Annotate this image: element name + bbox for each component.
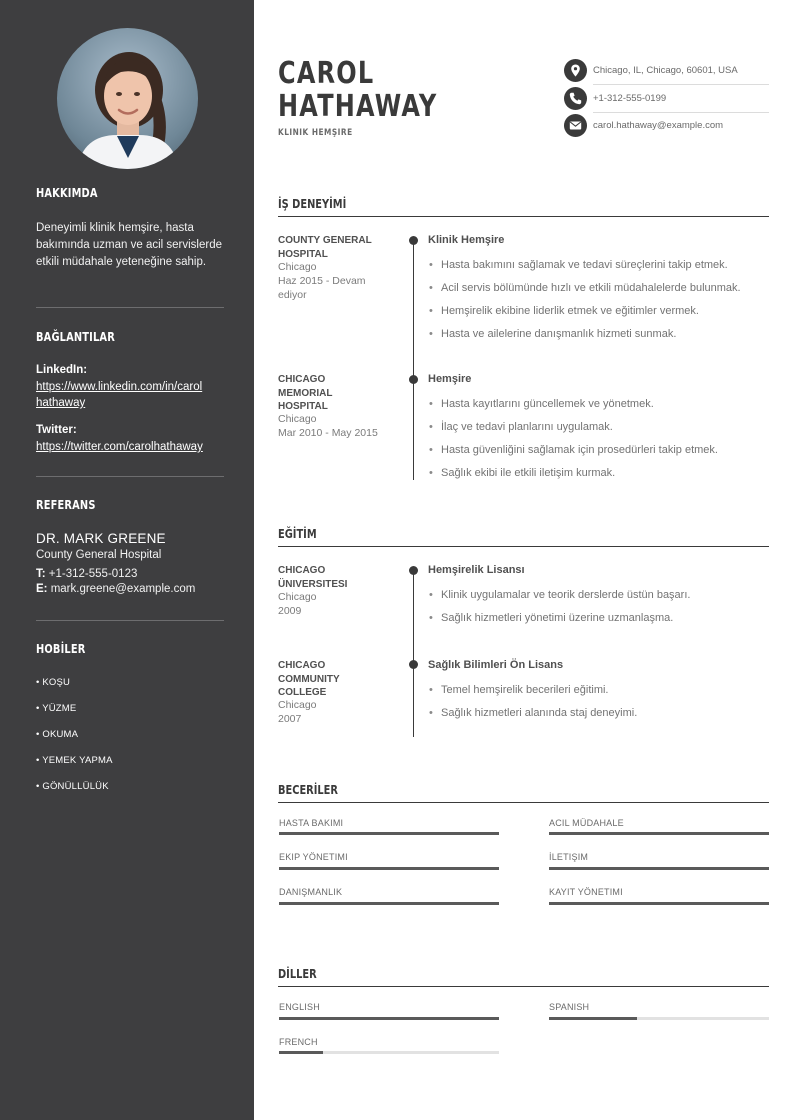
profile-photo-illustration [57,28,198,169]
reference-phone [36,568,137,580]
contact-divider [593,84,769,85]
skill-bar [549,867,769,870]
skill-bar-fill [279,832,499,835]
job-bullet: • İlaç ve tedavi planlarını uygulamak. [429,421,613,433]
experience-timeline [413,240,414,480]
experience-rule [278,216,769,217]
contact-email [564,114,769,138]
hobby-item: • YEMEK YAPMA [36,755,113,766]
edu-location: Chicago [278,699,317,711]
timeline-dot [409,236,418,245]
skill-label: HASTA BAKIMI [279,818,344,828]
skill-bar-fill [279,902,499,905]
skill-label: DANIŞMANLIK [279,887,343,897]
reference-phone-value: +1-312-555-0123 [48,568,138,580]
job-location: Chicago [278,413,317,425]
skill-label: EKIP YÖNETIMI [279,852,348,862]
twitter-label: Twitter: [36,424,77,436]
edu-degree: Sağlık Bilimleri Ön Lisans [428,659,564,671]
job-title: Hemşire [428,373,472,385]
linkedin-label: LinkedIn: [36,364,88,376]
job-bullet: • Hasta bakımını sağlamak ve tedavi süreçlerini takip etmek. [429,259,728,271]
job-bullet: • Hasta güvenliğini sağlamak için prosedürleri takip etmek. [429,444,718,456]
contact-address [564,59,769,83]
languages-rule [278,986,769,987]
phone-icon [564,87,587,110]
timeline-dot [409,375,418,384]
timeline-dot [409,660,418,669]
hobby-item: • YÜZME [36,703,77,714]
timeline-dot [409,566,418,575]
reference-org: County General Hospital [36,549,162,561]
job-bullet: • Sağlık ekibi ile etkili iletişim kurmak. [429,467,615,479]
about-heading: HAKKIMDA [36,186,98,200]
reference-phone-label: T: [36,568,46,580]
job-bullet: • Acil servis bölümünde hızlı ve etkili müdahalelerde bulunmak. [429,282,741,294]
hobby-item: • KOŞU [36,677,71,688]
job-dates: Mar 2010 - May 2015 [278,427,378,439]
skill-label: KAYIT YÖNETIMI [549,887,623,897]
language-bar [549,1017,769,1020]
contact-address-text: Chicago, IL, Chicago, 60601, USA [593,65,738,76]
hobby-item: • OKUMA [36,729,79,740]
skill-bar-fill [279,867,499,870]
hobby-item: • GÖNÜLLÜLÜK [36,781,109,792]
job-org: COUNTY GENERAL HOSPITAL [278,235,372,260]
links-heading: BAĞLANTILAR [36,330,115,344]
job-bullet: • Hasta ve ailelerine danışmanlık hizmeti sunmak. [429,328,676,340]
linkedin-link-line1[interactable]: https://www.linkedin.com/in/carol [36,381,203,393]
job-org: CHICAGO MEMORIAL HOSPITAL [278,374,333,412]
skill-label: İLETIŞIM [549,852,589,862]
last-name: HATHAWAY [278,89,438,124]
education-heading: EĞİTİM [278,527,317,541]
job-dates: Haz 2015 - Devam ediyor [278,275,366,301]
skills-rule [278,802,769,803]
skill-bar [279,867,499,870]
experience-heading: İŞ DENEYİMİ [278,197,347,211]
edu-bullet: • Temel hemşirelik becerileri eğitimi. [429,684,609,696]
education-timeline [413,569,414,737]
edu-degree: Hemşirelik Lisansı [428,564,525,576]
skill-bar [279,832,499,835]
edu-bullet: • Klinik uygulamalar ve teorik derslerde üstün başarı. [429,589,690,601]
first-name: CAROL [278,56,375,91]
job-title: Klinik Hemşire [428,234,505,246]
sidebar-divider [36,476,224,477]
contact-phone-text: +1-312-555-0199 [593,93,667,104]
education-rule [278,546,769,547]
language-label: SPANISH [549,1002,590,1012]
edu-bullet: • Sağlık hizmetleri alanında staj deneyimi. [429,707,637,719]
edu-bullet: • Sağlık hizmetleri yönetimi üzerine uzmanlaşma. [429,612,673,624]
contact-email-text: carol.hathaway@example.com [593,120,724,131]
job-bullet: • Hasta kayıtlarını güncellemek ve yönetmek. [429,398,654,410]
language-bar-fill [279,1017,499,1020]
sidebar-divider [36,620,224,621]
language-bar [279,1017,499,1020]
profile-photo [57,28,198,169]
reference-name: DR. MARK GREENE [36,531,166,546]
contact-phone [564,87,769,111]
skill-bar-fill [549,902,769,905]
skill-bar [549,902,769,905]
language-label: ENGLISH [279,1002,320,1012]
sidebar-divider [36,307,224,308]
location-pin-icon [564,59,587,82]
reference-email-value: mark.greene@example.com [50,583,196,595]
language-bar-fill [549,1017,637,1020]
skill-bar-fill [549,832,769,835]
twitter-link[interactable]: https://twitter.com/carolhathaway [36,441,203,453]
hobbies-heading: HOBİLER [36,642,86,656]
edu-org: CHICAGO ÜNIVERSITESI [278,565,348,590]
edu-org: CHICAGO COMMUNITY COLLEGE [278,660,340,698]
reference-heading: REFERANS [36,498,96,512]
reference-email-label: E: [36,583,48,595]
skill-bar [549,832,769,835]
sidebar [0,0,254,1120]
skill-bar [279,902,499,905]
job-bullet: • Hemşirelik ekibine liderlik etmek ve eğitimler vermek. [429,305,699,317]
edu-dates: 2009 [278,605,302,617]
edu-dates: 2007 [278,713,302,725]
language-bar [279,1051,499,1054]
language-label: FRENCH [279,1037,318,1047]
languages-heading: DİLLER [278,967,317,981]
skill-bar-fill [549,867,769,870]
job-location: Chicago [278,261,317,273]
skill-label: ACIL MÜDAHALE [549,818,624,828]
linkedin-link-line2[interactable]: hathaway [36,397,86,409]
linkedin-link[interactable] [36,379,226,411]
contact-divider [593,112,769,113]
reference-email [36,583,195,595]
edu-location: Chicago [278,591,317,603]
envelope-icon [564,114,587,137]
about-text: Deneyimli klinik hemşire, hasta bakımında uzman ve acil servislerde etkili müdahale yeteneğine sahip. [36,222,222,268]
skills-heading: BECERİLER [278,783,338,797]
job-role: KLINIK HEMŞIRE [278,128,353,138]
language-bar-fill [279,1051,323,1054]
